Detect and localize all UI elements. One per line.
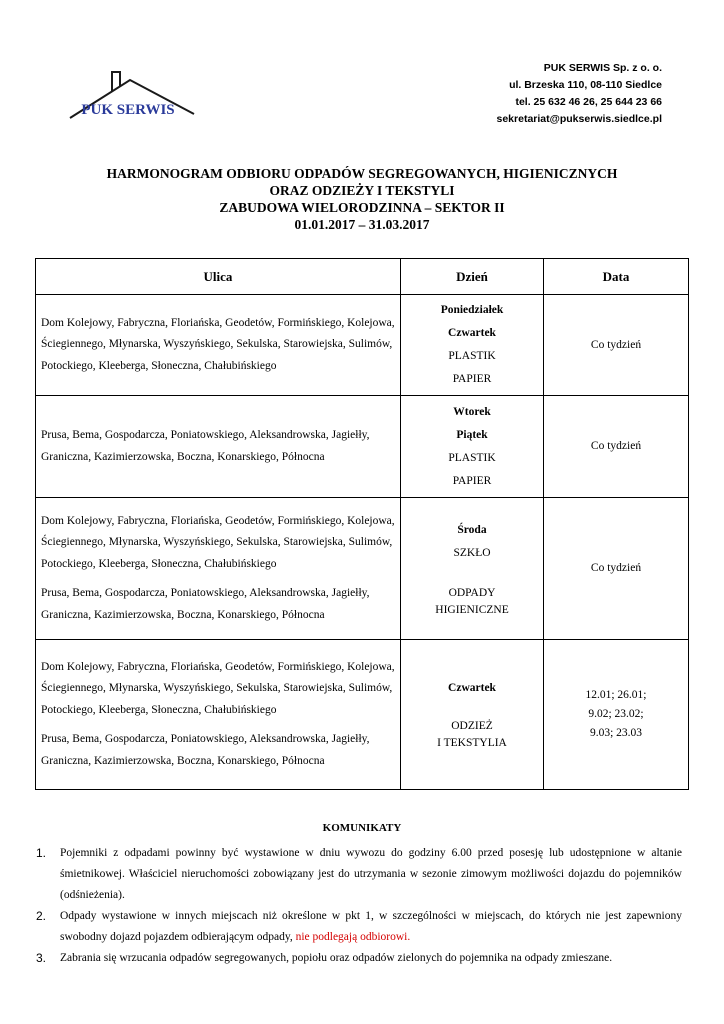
pickup-dates: 9.02; 23.02;	[588, 708, 644, 720]
day-cell	[401, 498, 544, 640]
pickup-dates: 12.01; 26.01;	[585, 689, 647, 701]
day-label: Środa	[457, 523, 487, 536]
day-cell	[401, 396, 544, 498]
pickup-dates: 9.03; 23.03	[589, 727, 643, 739]
header-day: Dzień	[401, 259, 544, 295]
company-email: sekretariat@pukserwis.siedlce.pl	[496, 113, 662, 125]
list-item	[36, 906, 682, 948]
table-header-row	[36, 259, 689, 295]
list-item	[36, 948, 682, 969]
table-row	[36, 295, 689, 396]
street-list: Prusa, Bema, Gospodarcza, Poniatowskiego, Aleksandrowska, Jagiełły, Graniczna, Kazimierzowska, Boczna, Konarskiego, Północna	[41, 587, 370, 621]
table-row	[36, 640, 689, 790]
street-cell	[36, 396, 401, 498]
document-title	[0, 165, 724, 233]
street-list: Dom Kolejowy, Fabryczna, Floriańska, Geodetów, Formińskiego, Kolejowa, Ściegiennego, Młynarska, Wyszyńskiego, Sekulska, Starowiejska, Sulimów, Potockiego, Kleeberga, Słoneczna, Chałubińskiego	[41, 316, 395, 372]
street-cell	[36, 498, 401, 640]
street-cell	[36, 295, 401, 396]
day-cell	[401, 640, 544, 790]
title-line-4: 01.01.2017 – 31.03.2017	[294, 217, 430, 232]
date-cell	[544, 396, 689, 498]
notice-number: 3.	[36, 951, 47, 965]
waste-type: SZKŁO	[453, 546, 491, 559]
day-label: Czwartek	[448, 682, 496, 694]
waste-type: ODPADY	[448, 586, 496, 599]
schedule-table	[35, 258, 689, 790]
street-list: Dom Kolejowy, Fabryczna, Floriańska, Geodetów, Formińskiego, Kolejowa, Ściegiennego, Młynarska, Wyszyńskiego, Sekulska, Starowiejska, Sulimów, Potockiego, Kleeberga, Słoneczna, Chałubińskiego	[41, 660, 395, 716]
table-row	[36, 396, 689, 498]
date-cell	[544, 640, 689, 790]
notice-text: Pojemniki z odpadami powinny być wystawione w dniu wywozu do godziny 6.00 przed posesję lub udostępnione w altanie śmietnikowej. Właściciel nieruchomości zobowiązany jest do utrzymania w sezonie zimowym możliwości dojazdu do pojemników (odśnieżenia).	[60, 847, 682, 901]
waste-type: PAPIER	[452, 373, 492, 385]
company-phone: tel. 25 632 46 26, 25 644 23 66	[515, 96, 662, 108]
day-label: Poniedziałek	[440, 304, 504, 316]
notice-text: Odpady wystawione w innych miejscach niż określone w pkt 1, w szczególności w miejscach, do których nie jest zapewniony swobodny dojazd pojazdem odbierającym odpady,	[60, 910, 682, 943]
frequency: Co tydzień	[590, 440, 642, 452]
street-list: Prusa, Bema, Gospodarcza, Poniatowskiego, Aleksandrowska, Jagiełły, Graniczna, Kazimierzowska, Boczna, Konarskiego, Północna	[41, 429, 370, 463]
date-cell	[544, 498, 689, 640]
notices-list	[36, 843, 682, 969]
street-list: Dom Kolejowy, Fabryczna, Floriańska, Geodetów, Formińskiego, Kolejowa, Ściegiennego, Młynarska, Wyszyńskiego, Sekulska, Starowiejska, Sulimów, Potockiego, Kleeberga, Słoneczna, Chałubińskiego	[41, 514, 395, 570]
day-cell	[401, 295, 544, 396]
date-cell	[544, 295, 689, 396]
day-label: Wtorek	[453, 405, 491, 418]
frequency: Co tydzień	[590, 338, 642, 351]
title-line-2: ORAZ ODZIEŻY I TEKSTYLI	[269, 183, 455, 198]
waste-type: PLASTIK	[448, 350, 496, 362]
company-logo	[66, 68, 198, 124]
list-item	[36, 843, 682, 906]
title-line-3: ZABUDOWA WIELORODZINNA – SEKTOR II	[219, 200, 505, 215]
header-date: Data	[544, 259, 689, 295]
logo-text: PUK SERWIS	[81, 102, 175, 118]
day-label: Piątek	[456, 428, 488, 441]
notice-text: Zabrania się wrzucania odpadów segregowanych, popiołu oraz odpadów zielonych do pojemnika na odpady zmieszane.	[60, 952, 613, 964]
table-row	[36, 498, 689, 640]
street-cell	[36, 640, 401, 790]
company-name: PUK SERWIS Sp. z o. o.	[543, 62, 662, 74]
day-label: Czwartek	[448, 327, 496, 339]
notice-highlight: nie podlegają odbiorowi.	[295, 931, 411, 943]
waste-type: HIGIENICZNE	[435, 603, 509, 616]
frequency: Co tydzień	[590, 562, 642, 574]
notices-title: KOMUNIKATY	[322, 822, 402, 834]
notice-text-wrap	[60, 906, 682, 948]
notice-number: 1.	[36, 846, 47, 860]
company-info	[497, 60, 663, 128]
waste-type: ODZIEŻ	[451, 720, 493, 732]
header-street: Ulica	[36, 259, 401, 295]
waste-type: PAPIER	[452, 474, 492, 487]
waste-type: I TEKSTYLIA	[437, 737, 507, 749]
waste-type: PLASTIK	[448, 451, 496, 464]
notice-number: 2.	[36, 909, 47, 923]
title-line-1: HARMONOGRAM ODBIORU ODPADÓW SEGREGOWANYCH, HIGIENICZNYCH	[106, 166, 618, 181]
street-list: Prusa, Bema, Gospodarcza, Poniatowskiego, Aleksandrowska, Jagiełły, Graniczna, Kazimierzowska, Boczna, Konarskiego, Północna	[41, 733, 370, 767]
company-address: ul. Brzeska 110, 08-110 Siedlce	[509, 79, 662, 91]
